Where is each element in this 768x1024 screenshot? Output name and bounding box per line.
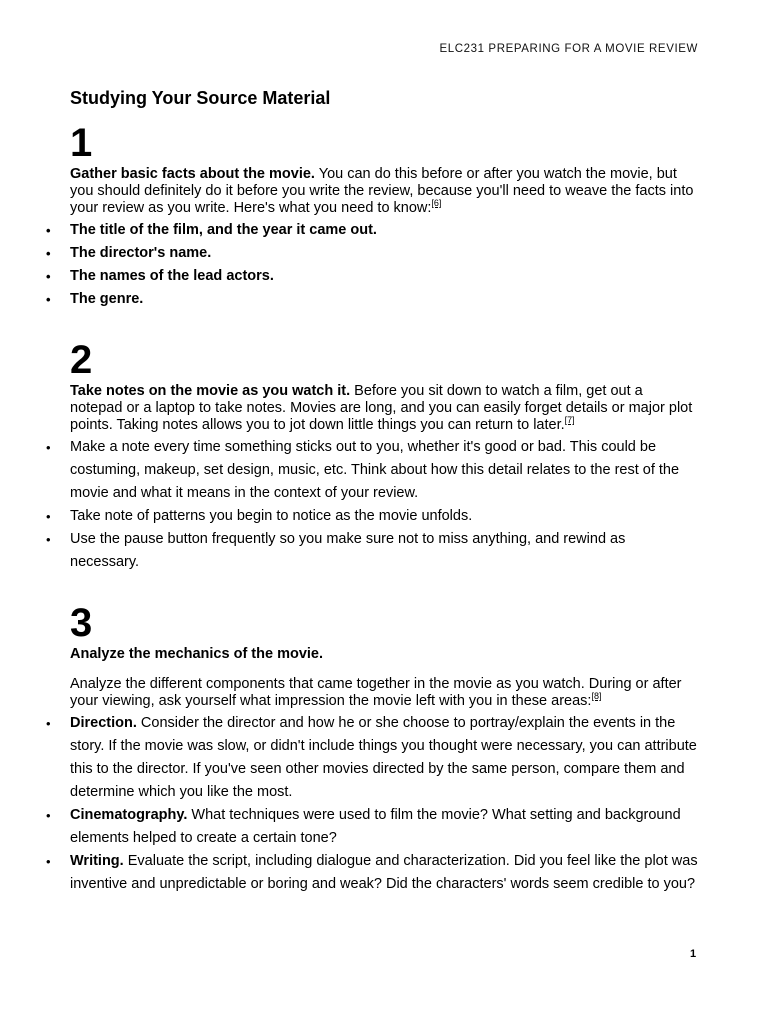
citation-link[interactable]: [7] [564, 415, 575, 426]
step-1-section [70, 122, 698, 311]
step-number: 1 [70, 121, 93, 165]
step-paragraph [70, 676, 698, 710]
item-text: Evaluate the script, including dialogue and characterization. Did you feel like the plot was inventive and unpredictable or boring and weak? Did the characters' words seem credible to you? [70, 853, 698, 892]
item-lead: Direction. [70, 715, 137, 731]
document-page [70, 86, 698, 896]
list-item: • Make a note every time something sticks out to you, whether it's good or bad. This could be costuming, makeup, set design, music, etc. Think about how this detail relates to the rest of the movie and what it means in the context of your review. [70, 436, 698, 505]
list-item [70, 804, 698, 850]
item-lead: Cinematography. [70, 807, 188, 823]
list-item [70, 712, 698, 804]
step-text: Analyze the different components that came together in the movie as you watch. During or after your viewing, ask yourself what impression the movie left with you in these areas: [70, 676, 682, 709]
step-2-section [70, 339, 698, 574]
step-number: 2 [70, 338, 93, 382]
step-paragraph [70, 383, 698, 434]
step-lead: Analyze the mechanics of the movie. [70, 646, 324, 662]
step-lead: Gather basic facts about the movie. [70, 166, 315, 182]
step-lead: Take notes on the movie as you watch it. [70, 383, 351, 399]
running-header: ELC231 PREPARING FOR A MOVIE REVIEW [439, 43, 698, 55]
bullet-list [70, 436, 698, 574]
item-text: Consider the director and how he or she choose to portray/explain the events in the story. If the movie was slow, or didn't include things you thought were necessary, you can attribute this to the director. If you've seen other movies directed by the same person, compare them and determine which you like the most. [70, 715, 697, 800]
page-number: 1 [690, 948, 697, 960]
list-item: • The title of the film, and the year it came out. [70, 219, 698, 242]
item-text: What techniques were used to film the movie? What setting and background elements helped to create a certain tone? [70, 807, 681, 846]
citation-link[interactable]: [8] [591, 691, 602, 702]
bullet-list [70, 712, 698, 896]
step-paragraph [70, 166, 698, 217]
bullet-list [70, 219, 698, 311]
page-title: Studying Your Source Material [70, 88, 331, 108]
step-number: 3 [70, 601, 93, 645]
list-item [70, 850, 698, 896]
step-text: You can do this before or after you watch the movie, but you should definitely do it before you write the review, because you'll need to weave the facts into your review as you write. Here's what you need to know: [70, 166, 694, 216]
list-item: • The director's name. [70, 242, 698, 265]
list-item: • Take note of patterns you begin to notice as the movie unfolds. [70, 505, 698, 528]
list-item: • The names of the lead actors. [70, 265, 698, 288]
step-3-section [70, 602, 698, 896]
step-text: Before you sit down to watch a film, get out a notepad or a laptop to take notes. Movies are long, and you can easily forget details or major plot points. Taking notes allows you to jot down little things you can return to later. [70, 383, 693, 433]
item-lead: Writing. [70, 853, 124, 869]
step-lead-paragraph [70, 646, 698, 663]
list-item: • Use the pause button frequently so you make sure not to miss anything, and rewind as necessary. [70, 528, 698, 574]
citation-link[interactable]: [6] [431, 198, 442, 209]
list-item: • The genre. [70, 288, 698, 311]
